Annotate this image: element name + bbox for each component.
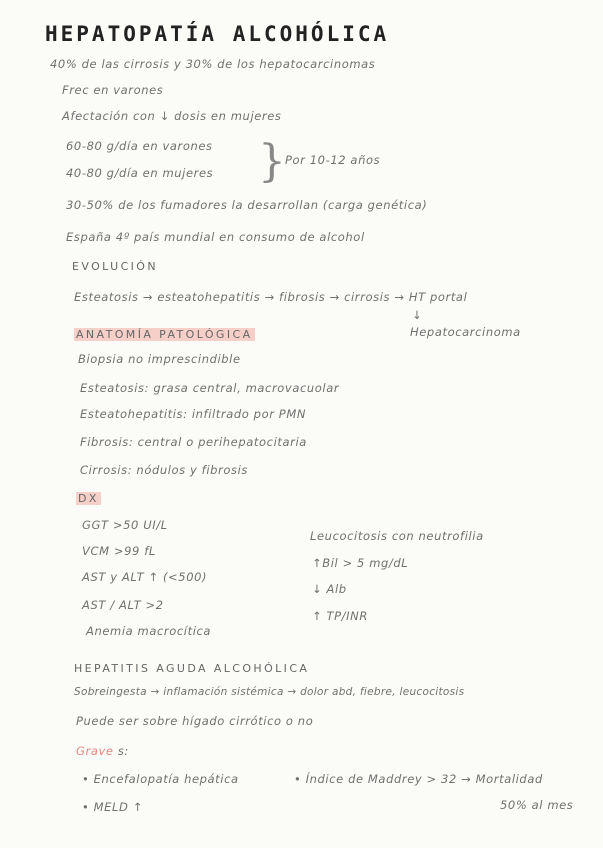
intro-line-1: 40% de las cirrosis y 30% de los hepatocarcinomas xyxy=(50,57,376,71)
dx-right-2: ↑Bil > 5 mg/dL xyxy=(312,556,409,570)
dx-left-1: GGT >50 UI/L xyxy=(82,518,168,532)
curly-brace: } xyxy=(258,136,286,187)
anatomia-item-5: Cirrosis: nódulos y fibrosis xyxy=(80,463,248,477)
heading-dx xyxy=(76,492,101,505)
heading-hepatitis: HEPATITIS AGUDA ALCOHÓLICA xyxy=(74,662,310,675)
grave-bullet-3: • MELD ↑ xyxy=(82,800,143,814)
grave-bullet-2: • Índice de Maddrey > 32 → Mortalidad xyxy=(294,772,543,786)
anatomia-item-2: Esteatosis: grasa central, macrovacuolar xyxy=(80,381,340,395)
intro-line-6: 30-50% de los fumadores la desarrollan (carga genética) xyxy=(66,198,428,212)
hepatitis-line-2: Puede ser sobre hígado cirrótico o no xyxy=(76,714,314,728)
grave-suffix: s: xyxy=(117,744,129,758)
intro-line-2: Frec en varones xyxy=(62,83,164,97)
dx-heading-text: DX xyxy=(78,492,99,505)
intro-line-4: 60-80 g/día en varones xyxy=(66,139,213,153)
dx-left-5: Anemia macrocítica xyxy=(86,624,212,638)
anatomia-heading-text: ANATOMÍA PATOLÓGICA xyxy=(76,328,253,341)
dx-left-2: VCM >99 fL xyxy=(82,544,156,558)
grave-highlight: Grave xyxy=(76,744,114,758)
dx-right-3: ↓ Alb xyxy=(312,582,347,596)
anatomia-item-4: Fibrosis: central o perihepatocitaria xyxy=(80,435,307,449)
dx-left-4: AST / ALT >2 xyxy=(82,598,164,612)
grave-bullet-1: • Encefalopatía hepática xyxy=(82,772,239,786)
dx-right-4: ↑ TP/INR xyxy=(312,609,368,623)
page-title: HEPATOPATÍA ALCOHÓLICA xyxy=(45,22,390,46)
heading-evolucion: EVOLUCIÓN xyxy=(72,260,158,273)
heading-anatomia xyxy=(74,328,255,341)
evolucion-sub: Hepatocarcinoma xyxy=(410,325,521,339)
evolucion-line: Esteatosis → esteatohepatitis → fibrosis → cirrosis → HT portal xyxy=(74,290,468,304)
dx-right-1: Leucocitosis con neutrofilia xyxy=(310,529,484,543)
intro-line-5: 40-80 g/día en mujeres xyxy=(66,166,214,180)
grave-label xyxy=(76,744,129,758)
intro-line-3: Afectación con ↓ dosis en mujeres xyxy=(62,109,282,123)
hepatitis-line-1: Sobreingesta → inflamación sistémica → dolor abd, fiebre, leucocitosis xyxy=(74,686,465,698)
down-arrow: ↓ xyxy=(412,308,423,322)
anatomia-item-1: Biopsia no imprescindible xyxy=(78,352,241,366)
anatomia-item-3: Esteatohepatitis: infiltrado por PMN xyxy=(80,407,307,421)
grave-bullet-4: 50% al mes xyxy=(500,798,574,812)
intro-line-7: España 4º país mundial en consumo de alcohol xyxy=(66,230,365,244)
dx-left-3: AST y ALT ↑ (<500) xyxy=(82,570,208,584)
brace-label: Por 10-12 años xyxy=(285,153,381,167)
